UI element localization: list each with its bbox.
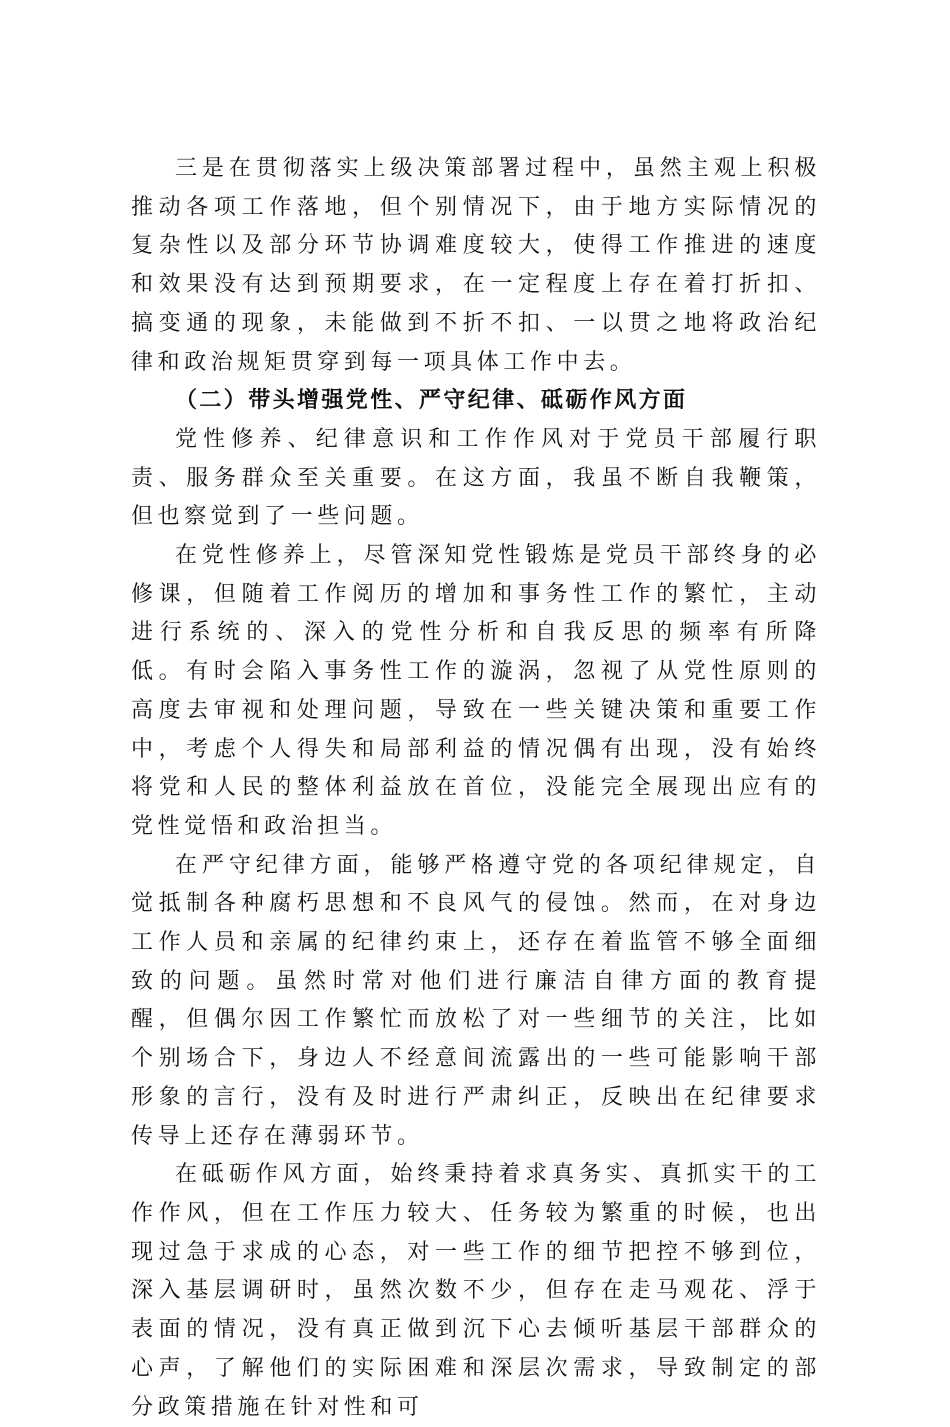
paragraph-intro: 党性修养、纪律意识和工作作风对于党员干部履行职责、服务群众至关重要。在这方面，我虽不断自我鞭策，但也察觉到了一些问题。 (131, 426, 821, 530)
paragraph-implementation: 三是在贯彻落实上级决策部署过程中，虽然主观上积极推动各项工作落地，但个别情况下，由于地方实际情况的复杂性以及部分环节协调难度较大，使得工作推进的速度和效果没有达到预期要求，在一定程度上存在着打折扣、搞变通的现象，未能做到不折不扣、一以贯之地将政治纪律和政治规矩贯穿到每一项具体工作中去。 (131, 156, 821, 375)
document-body (131, 150, 821, 1427)
paragraph-discipline: 在严守纪律方面，能够严格遵守党的各项纪律规定，自觉抵制各种腐朽思想和不良风气的侵蚀。然而，在对身边工作人员和亲属的纪律约束上，还存在着监管不够全面细致的问题。虽然时常对他们进行廉洁自律方面的教育提醒，但偶尔因工作繁忙而放松了对一些细节的关注，比如个别场合下，身边人不经意间流露出的一些可能影响干部形象的言行，没有及时进行严肃纠正，反映出在纪律要求传导上还存在薄弱环节。 (131, 852, 821, 1149)
section-heading: （二）带头增强党性、严守纪律、砥砺作风方面 (175, 388, 688, 414)
paragraph-work-style: 在砥砺作风方面，始终秉持着求真务实、真抓实干的工作作风，但在工作压力较大、任务较为繁重的时候，也出现过急于求成的心态，对一些工作的细节把控不够到位，深入基层调研时，虽然次数不少，但存在走马观花、浮于表面的情况，没有真正做到沉下心去倾听基层干部群众的心声，了解他们的实际困难和深层次需求，导致制定的部分政策措施在针对性和可 (131, 1162, 821, 1420)
paragraph-party-spirit: 在党性修养上，尽管深知党性锻炼是党员干部终身的必修课，但随着工作阅历的增加和事务性工作的繁忙，主动进行系统的、深入的党性分析和自我反思的频率有所降低。有时会陷入事务性工作的漩涡，忽视了从党性原则的高度去审视和处理问题，导致在一些关键决策和重要工作中，考虑个人得失和局部利益的情况偶有出现，没有始终将党和人民的整体利益放在首位，没能完全展现出应有的党性觉悟和政治担当。 (131, 543, 821, 839)
